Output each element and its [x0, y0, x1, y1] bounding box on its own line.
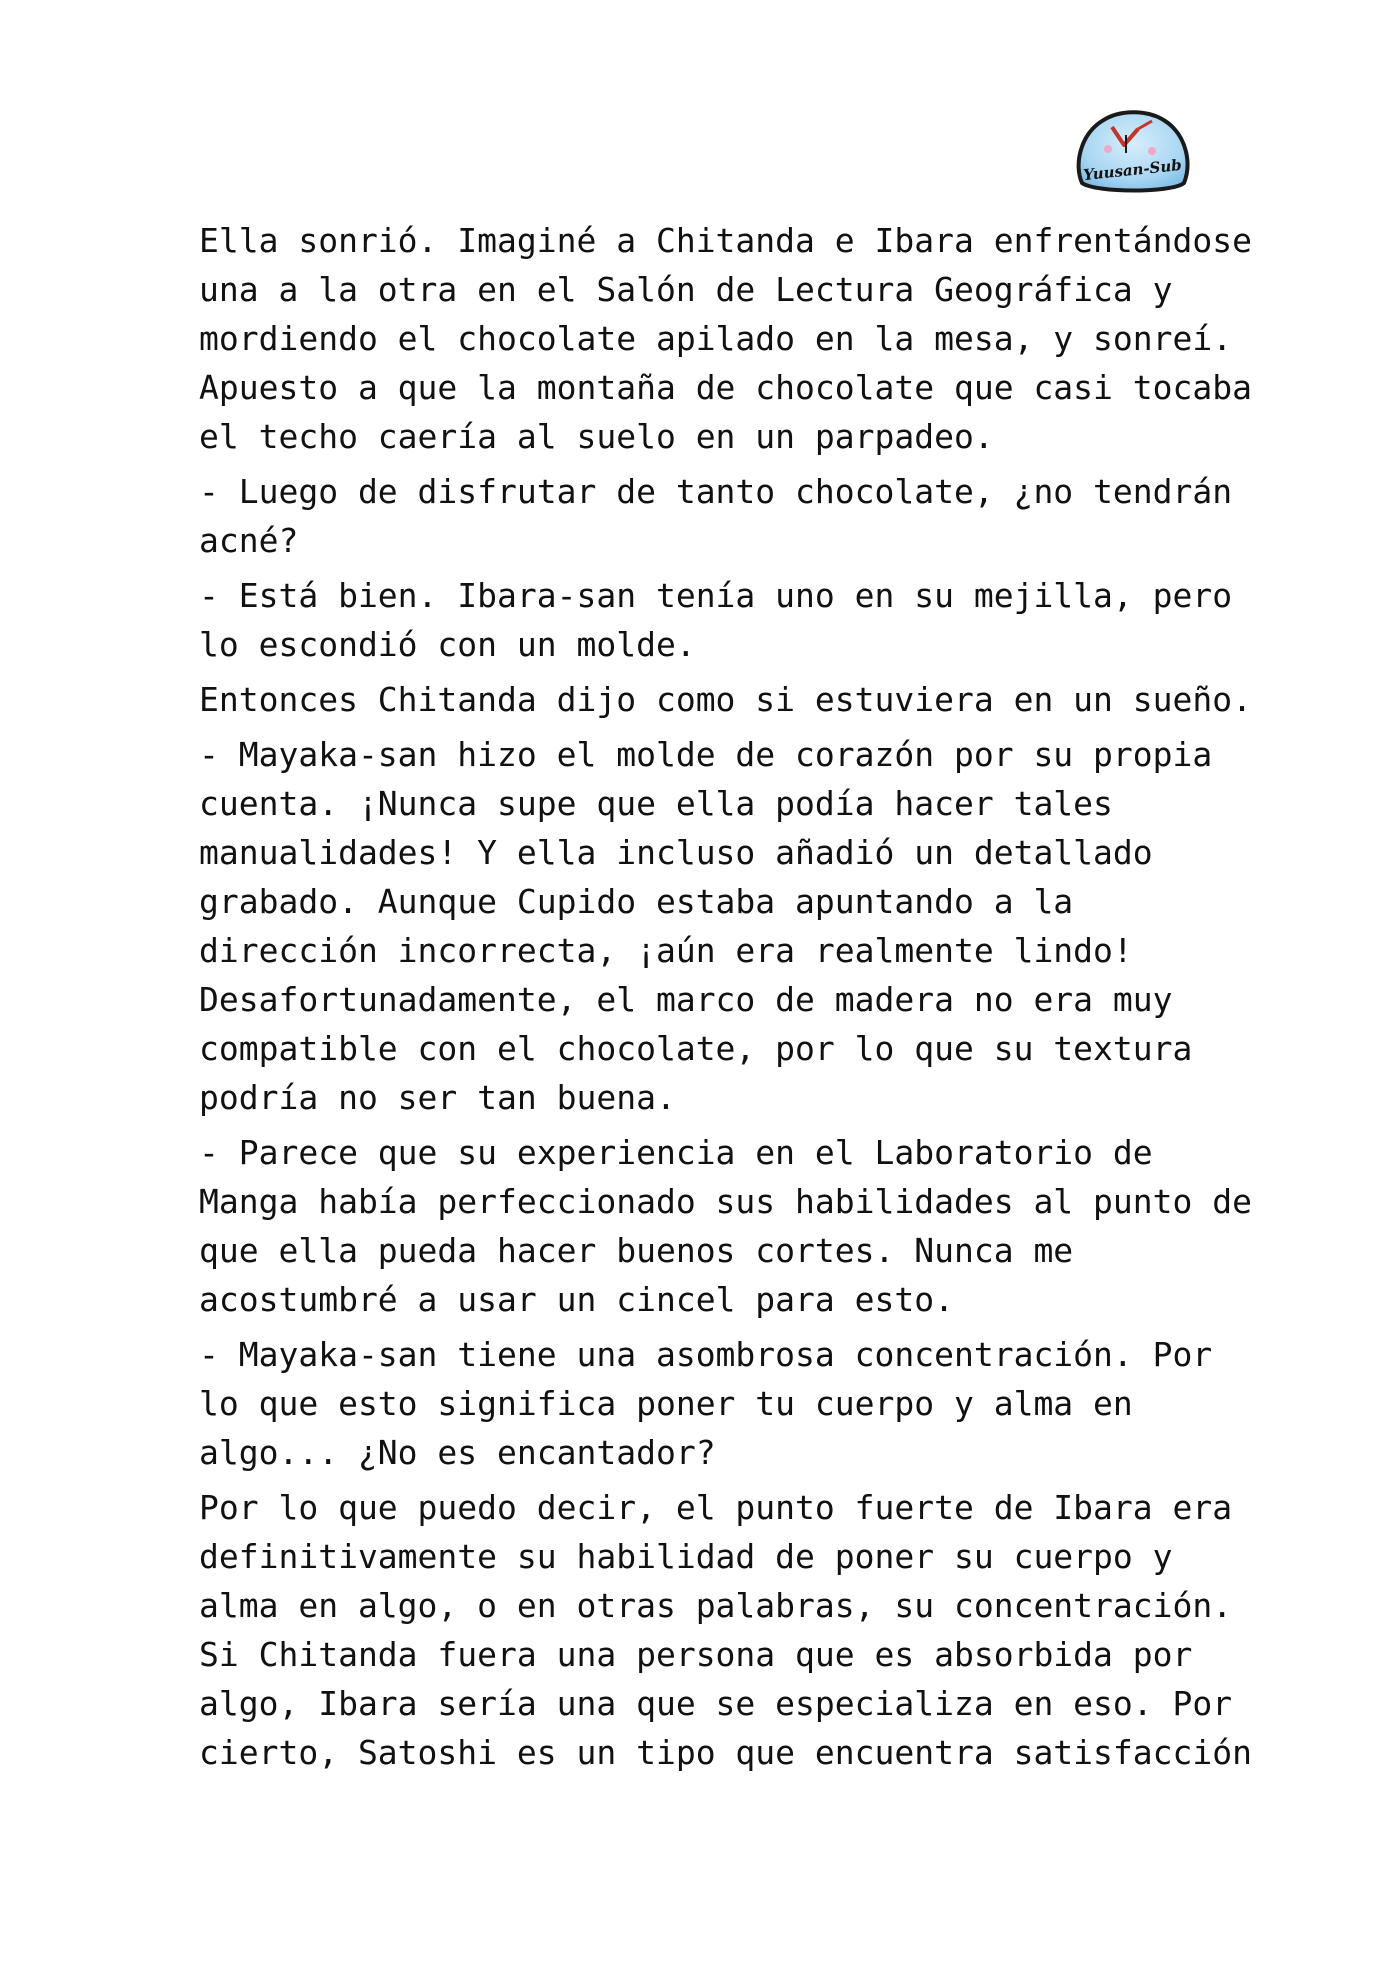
text-line: dirección incorrecta, ¡aún era realmente lindo!	[199, 931, 1133, 970]
text-line: que ella pueda hacer buenos cortes. Nunca me	[199, 1231, 1074, 1270]
text-line: - Mayaka-san tiene una asombrosa concentración. Por	[199, 1335, 1213, 1374]
text-line: lo que esto significa poner tu cuerpo y alma en	[199, 1384, 1133, 1423]
paragraph	[199, 467, 1233, 565]
yuusan-sub-logo	[1072, 105, 1194, 197]
text-line: Entonces Chitanda dijo como si estuviera en un sueño.	[199, 680, 1252, 719]
text-line: Desafortunadamente, el marco de madera no era muy	[199, 980, 1173, 1019]
logo-text: Yuusan-Sub	[1082, 155, 1183, 185]
text-line: - Mayaka-san hizo el molde de corazón por su propia	[199, 735, 1213, 774]
text-line: cuenta. ¡Nunca supe que ella podía hacer tales	[199, 784, 1113, 823]
text-line: Ella sonrió. Imaginé a Chitanda e Ibara enfrentándose	[199, 221, 1252, 260]
text-line: Si Chitanda fuera una persona que es absorbida por	[199, 1635, 1193, 1674]
paragraph	[199, 216, 1252, 461]
text-line: alma en algo, o en otras palabras, su concentración.	[199, 1586, 1233, 1625]
text-line: Apuesto a que la montaña de chocolate que casi tocaba	[199, 368, 1252, 407]
paragraph	[199, 571, 1233, 669]
text-line: algo... ¿No es encantador?	[199, 1433, 716, 1472]
text-line: Por lo que puedo decir, el punto fuerte de Ibara era	[199, 1488, 1233, 1527]
paragraph	[199, 675, 1252, 724]
paragraph	[199, 730, 1219, 1122]
text-line: grabado. Aunque Cupido estaba apuntando a la	[199, 882, 1074, 921]
text-line: Manga había perfeccionado sus habilidades al punto de	[199, 1182, 1252, 1221]
text-line: el techo caería al suelo en un parpadeo.	[199, 417, 994, 456]
logo-badge-icon	[1072, 105, 1194, 197]
text-line: definitivamente su habilidad de poner su cuerpo y	[199, 1537, 1173, 1576]
text-line: acostumbré a usar un cincel para esto.	[199, 1280, 954, 1319]
text-line: acné?	[199, 521, 299, 560]
paragraph	[199, 1483, 1252, 1777]
text-line: manualidades! Y ella incluso añadió un detallado	[199, 833, 1153, 872]
text-line: lo escondió con un molde.	[199, 625, 696, 664]
paragraph	[199, 1330, 1219, 1477]
document-body	[199, 216, 1252, 1783]
text-line: compatible con el chocolate, por lo que su textura	[199, 1029, 1193, 1068]
text-line: - Luego de disfrutar de tanto chocolate, ¿no tendrán	[199, 472, 1233, 511]
text-line: mordiendo el chocolate apilado en la mesa, y sonreí.	[199, 319, 1233, 358]
text-line: cierto, Satoshi es un tipo que encuentra satisfacción	[199, 1733, 1252, 1772]
text-line: algo, Ibara sería una que se especializa en eso. Por	[199, 1684, 1233, 1723]
text-line: - Está bien. Ibara-san tenía uno en su mejilla, pero	[199, 576, 1233, 615]
text-line: podría no ser tan buena.	[199, 1078, 676, 1117]
text-line: una a la otra en el Salón de Lectura Geográfica y	[199, 270, 1173, 309]
text-line: - Parece que su experiencia en el Laboratorio de	[199, 1133, 1153, 1172]
paragraph	[199, 1128, 1252, 1324]
